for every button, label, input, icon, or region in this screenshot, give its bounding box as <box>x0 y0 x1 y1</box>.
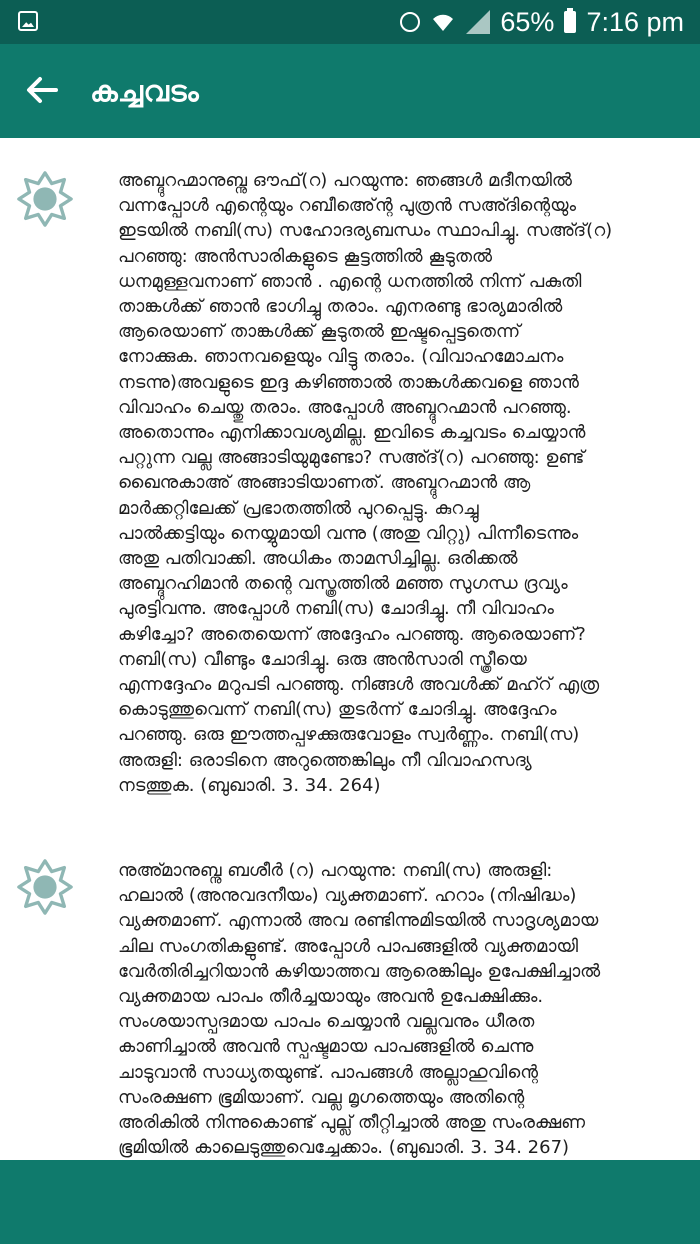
hadith-text: നുഅ്മാനുബ്നു ബശീര്‍ (റ) പറയുന്നു: നബി(സ) അരുളി: ഹലാല്‍ (അനുവദനീയം) വ്യക്തമാണ്. ഹറാം (നിഷിദ്ധം) വ്യക്തമാണ്. എന്നാല്‍ അവ രണ്ടിന്നുമിടയില്‍ സാദൃശ്യമായ ചില സംഗതികളുണ്ട്. അപ്പോള്‍ പാപങ്ങളില്‍ വ്യക്തമായി വേര്‍തിരിച്ചറിയാന്‍ കഴിയാത്തവ ആരെങ്കിലും ഉപേക്ഷിച്ചാല്‍ വ്യക്തമായ പാപം തീര്‍ച്ചയായും അവന്‍ ഉപേക്ഷിക്കും. സംശയാസ്പദമായ പാപം ചെയ്യാന്‍ വല്ലവനും ധീരത കാണിച്ചാല്‍ അവന്‍ സ്പഷ്ടമായ പാപങ്ങളില്‍ ചെന്നു ചാടുവാന്‍ സാധ്യതയുണ്ട്. പാപങ്ങള്‍ അല്ലാഹുവിന്റെ സംരക്ഷണ ഭൂമിയാണ്. വല്ല മൃഗത്തെയും അതിന്റെ അരികില്‍ നിന്നുകൊണ്ട് പുല്ല് തീറ്റിച്ചാല്‍ അതു സംരക്ഷണ ഭൂമിയില്‍ കാലെടുത്തുവെച്ചേക്കാം. (ബുഖാരി. 3. 34. 267) <box>118 860 601 1159</box>
status-indicators <box>400 0 684 44</box>
hadith-list[interactable] <box>0 138 700 1160</box>
signal-icon <box>466 10 490 34</box>
gallery-notification-icon <box>18 11 38 31</box>
wifi-icon <box>430 11 456 33</box>
alarm-icon <box>400 12 420 32</box>
battery-percent: 65% <box>500 6 555 37</box>
octagram-star-icon <box>16 170 74 228</box>
bottom-bar <box>0 1160 700 1244</box>
battery-icon <box>564 11 576 33</box>
clock: 7:16 pm <box>586 6 684 37</box>
hadith-text: അബ്ദുറഹ്മാനുബ്നു ഔഫ്(റ) പറയുന്നു: ഞങ്ങള്‍ മദീനയില്‍ വന്നപ്പോള്‍ എന്റെയും റബീഅ്ന്റെ പുത്രന്‍ സഅ്ദിന്റെയും ഇടയില്‍ നബി(സ) സഹോദര്യബന്ധം സ്ഥാപിച്ചു. സഅ്ദ്(റ) പറഞ്ഞു: അന്‍സാരികളുടെ കൂട്ടത്തില്‍ കൂടുതല്‍ ധനമുള്ളവനാണ് ഞാന്‍ . എന്റെ ധനത്തില്‍ നിന്ന് പകുതി താങ്കള്‍ക്ക് ഞാന്‍ ഭാഗിച്ചു തരാം. എനരണ്ടു ഭാര്യമാരില്‍ ആരെയാണ് താങ്കള്‍ക്ക് കൂടുതല്‍ ഇഷ്ടപ്പെട്ടതെന്ന് നോക്കുക. ഞാനവളെയും വിട്ടു തരാം. (വിവാഹമോചനം നടന്നു)അവളുടെ ഇദ്ദ കഴിഞ്ഞാല്‍ താങ്കള്‍ക്കവളെ ഞാന്‍ വിവാഹം ചെയ്തു തരാം. അപ്പോള്‍ അബ്ദുറഹ്മാന്‍ പറഞ്ഞു. അതൊന്നും എനിക്കാവശ്യമില്ല. ഇവിടെ കച്ചവടം ചെയ്യാന്‍ പറ്റുന്ന വല്ല അങ്ങാടിയുമുണ്ടോ? സഅ്ദ്(റ) പറഞ്ഞു: ഉണ്ട് ഖൈനുകാഅ് അങ്ങാടിയാണത്. അബ്ദുറഹ്മാന്‍ ആ മാര്‍ക്കറ്റിലേക്ക് പ്രഭാതത്തില്‍ പുറപ്പെട്ടു. കുറച്ചു പാല്‍ക്കട്ടിയും നെയ്യുമായി വന്നു (അതു വിറ്റു) പിന്നീടെന്നും അതു പതിവാക്കി. അധികം താമസിച്ചില്ല. ഒരിക്കല്‍ അബ്ദുറഹിമാന്‍ തന്റെ വസ്ത്രത്തില്‍ മഞ്ഞ സുഗന്ധ ദ്രവ്യം പുരട്ടിവന്നു. അപ്പോള്‍ നബി(സ) ചോദിച്ചു. നീ വിവാഹം കഴിച്ചോ? അതെയെന്ന് അദ്ദേഹം പറഞ്ഞു. ആരെയാണ്? നബി(സ) വീണ്ടും ചോദിച്ചു. ഒരു അന്‍സാരി സ്ത്രീയെ എന്നദ്ദേഹം മറുപടി പറഞ്ഞു. നിങ്ങള്‍ അവള്‍ക്ക് മഹ്റ് എത്ര കൊടുത്തുവെന്ന് നബി(സ) തുടര്‍ന്ന് ചോദിച്ചു. അദ്ദേഹം പറഞ്ഞു. ഒരു ഈത്തപ്പഴക്കുരുവോളം സ്വര്‍ണ്ണം. നബി(സ) അരുളി: ഒരാടിനെ അറുത്തെങ്കിലും നീ വിവാഹസദ്യ നടത്തുക. (ബുഖാരി. 3. 34. 264) <box>118 170 613 796</box>
page-title: കച്ചവടം <box>90 74 200 108</box>
back-button[interactable] <box>22 70 62 110</box>
app-bar <box>0 44 700 138</box>
status-bar <box>0 0 700 44</box>
arrow-left-icon <box>22 70 62 110</box>
octagram-star-icon <box>16 858 74 916</box>
